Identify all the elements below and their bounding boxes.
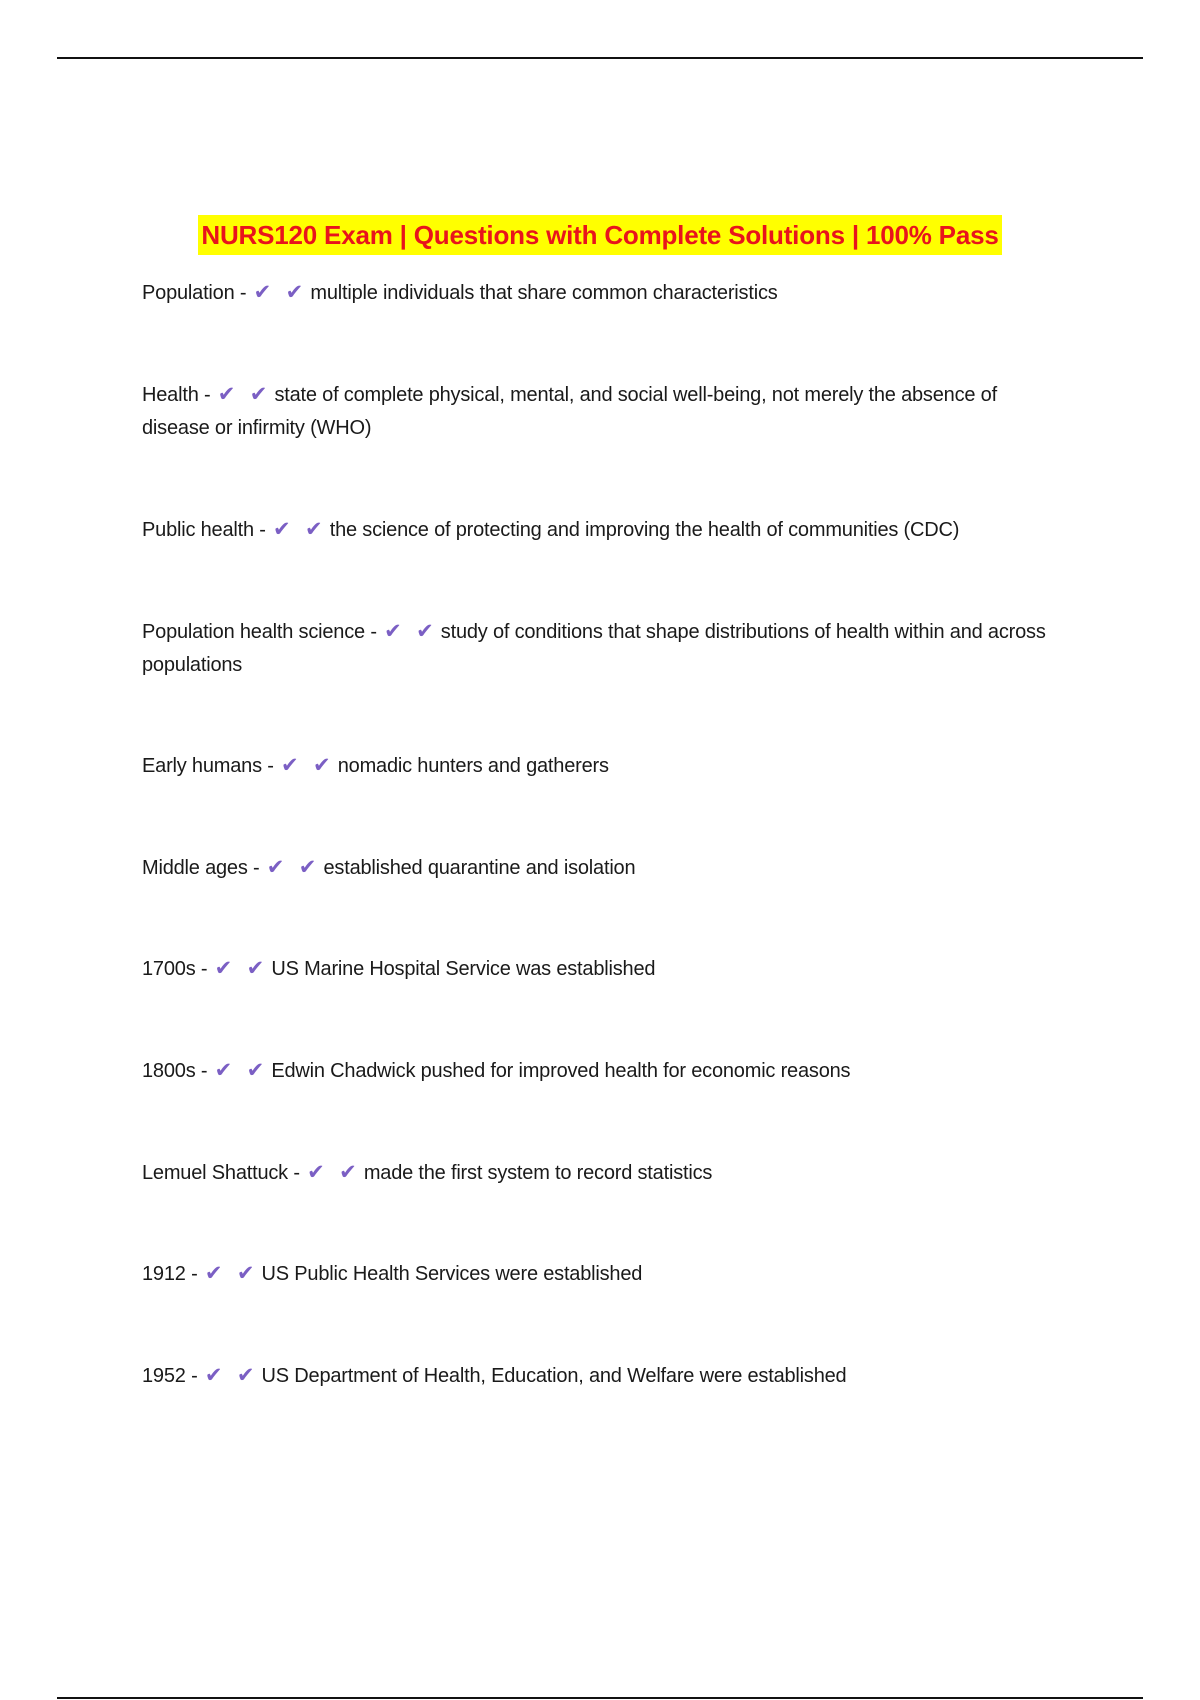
- entry-separator: -: [191, 1263, 198, 1285]
- list-item: [142, 851, 1058, 885]
- check-icon: ✔: [253, 280, 272, 304]
- check-icon: ✔: [246, 1058, 265, 1082]
- check-icon: ✔: [307, 1160, 325, 1184]
- entry-term: Health: [142, 384, 199, 406]
- entry-separator: -: [191, 1365, 198, 1387]
- check-icon: ✔: [305, 517, 323, 541]
- top-rule: [57, 57, 1143, 59]
- entry-term: Population health science: [142, 621, 365, 643]
- entry-separator: -: [239, 282, 247, 304]
- check-icon: ✔: [204, 1363, 223, 1387]
- check-icon: ✔: [214, 1058, 233, 1082]
- check-icon: ✔: [246, 956, 265, 980]
- check-icon: ✔: [285, 280, 304, 304]
- entry-separator: -: [267, 755, 274, 777]
- entry-term: 1800s: [142, 1060, 196, 1082]
- check-icon: ✔: [281, 753, 299, 777]
- list-item: [142, 1257, 1058, 1291]
- entry-separator: -: [200, 958, 208, 980]
- entry-definition: multiple individuals that share common characteristics: [310, 282, 778, 304]
- entry-separator: -: [200, 1060, 208, 1082]
- list-item: [142, 1054, 1058, 1088]
- list-item: [142, 615, 1058, 682]
- entry-definition: US Department of Health, Education, and Welfare were established: [261, 1365, 847, 1387]
- entry-definition: nomadic hunters and gatherers: [337, 755, 609, 777]
- entry-term: Lemuel Shattuck: [142, 1162, 288, 1184]
- bottom-rule: [57, 1697, 1143, 1699]
- entry-definition: study of conditions that shape distributions of health within and across populations: [142, 621, 1046, 676]
- entry-separator: -: [203, 384, 211, 406]
- entry-separator: -: [370, 621, 377, 643]
- list-item: [142, 1359, 1058, 1393]
- check-icon: ✔: [266, 855, 285, 879]
- check-icon: ✔: [339, 1160, 357, 1184]
- check-icon: ✔: [249, 382, 268, 406]
- check-icon: ✔: [416, 619, 434, 643]
- entry-term: Early humans: [142, 755, 262, 777]
- entry-definition: state of complete physical, mental, and social well-being, not merely the absence of disease or infirmity (WHO): [142, 384, 997, 439]
- entry-term: Middle ages: [142, 857, 248, 879]
- check-icon: ✔: [236, 1261, 255, 1285]
- entry-term: 1912: [142, 1263, 186, 1285]
- check-icon: ✔: [236, 1363, 255, 1387]
- entry-term: Public health: [142, 519, 254, 541]
- list-item: [142, 276, 1058, 310]
- entry-term: 1700s: [142, 958, 196, 980]
- entry-separator: -: [259, 519, 266, 541]
- check-icon: ✔: [313, 753, 331, 777]
- list-item: [142, 952, 1058, 986]
- entry-term: Population: [142, 282, 235, 304]
- entry-definition: US Public Health Services were established: [261, 1263, 643, 1285]
- entry-term: 1952: [142, 1365, 186, 1387]
- page-title: NURS120 Exam | Questions with Complete Solutions | 100% Pass: [198, 215, 1001, 255]
- check-icon: ✔: [298, 855, 317, 879]
- check-icon: ✔: [273, 517, 291, 541]
- list-item: [142, 378, 1058, 445]
- check-icon: ✔: [214, 956, 233, 980]
- entry-separator: -: [293, 1162, 300, 1184]
- list-item: [142, 1156, 1058, 1190]
- entry-definition: made the first system to record statistics: [363, 1162, 713, 1184]
- check-icon: ✔: [217, 382, 236, 406]
- entry-definition: the science of protecting and improving the health of communities (CDC): [329, 519, 960, 541]
- entry-definition: Edwin Chadwick pushed for improved health for economic reasons: [271, 1060, 851, 1082]
- list-item: [142, 513, 1058, 547]
- entry-separator: -: [253, 857, 260, 879]
- list-item: [142, 749, 1058, 783]
- check-icon: ✔: [384, 619, 402, 643]
- entry-definition: US Marine Hospital Service was established: [271, 958, 656, 980]
- title-block: [0, 215, 1200, 255]
- check-icon: ✔: [204, 1261, 223, 1285]
- entry-definition: established quarantine and isolation: [323, 857, 636, 879]
